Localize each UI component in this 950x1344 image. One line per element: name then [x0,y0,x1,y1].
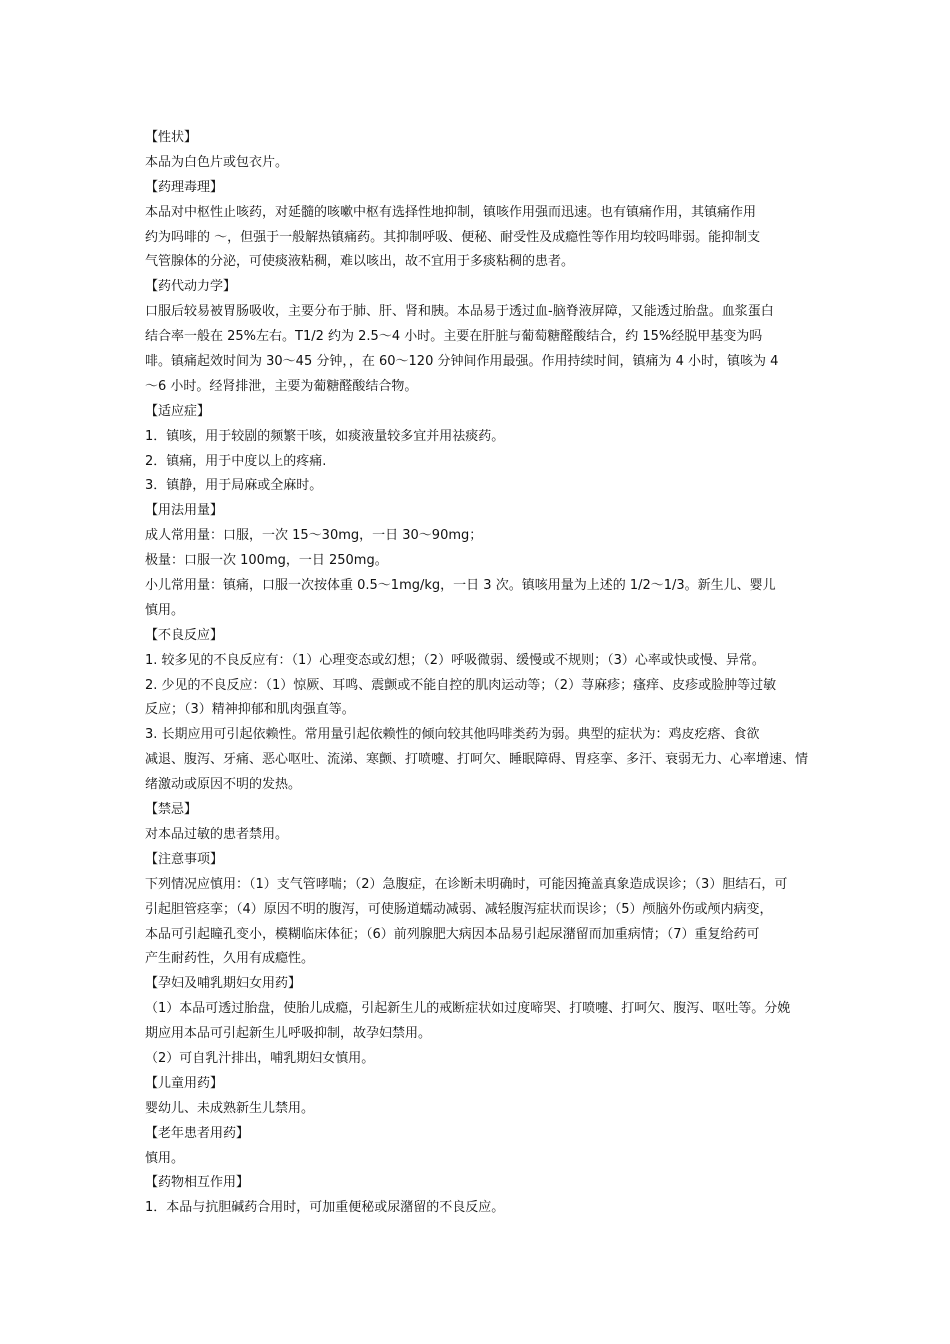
text-line: 本品为白色片或包衣片。 [145,154,289,170]
section-heading: 【药理毒理】 [145,179,224,195]
section-heading: 【用法用量】 [145,503,224,519]
text-line: 结合率一般在 25%左右。T1/2 约为 2.5～4 小时。主要在肝脏与葡萄糖醛酸结合，约 15%经脱甲基变为吗 [145,329,763,345]
section-heading: 【不良反应】 [145,627,224,643]
section-heading: 【老年患者用药】 [145,1125,250,1141]
text-line: 约为吗啡的 ～，但强于一般解热镇痛药。其抑制呼吸、便秘、耐受性及成瘾性等作用均较吗啡弱。能抑制支 [145,229,761,245]
text-line: 1．镇咳，用于较剧的频繁干咳，如痰液量较多宜并用祛痰药。 [145,428,505,444]
section-heading: 【禁忌】 [145,802,198,818]
section-heading: 【注意事项】 [145,851,224,867]
text-line: （1）本品可透过胎盘，使胎儿成瘾，引起新生儿的戒断症状如过度啼哭、打喷嚏、打呵欠、腹泻、呕吐等。分娩 [145,1001,791,1017]
text-line: （2）可自乳汁排出，哺乳期妇女慎用。 [145,1050,375,1066]
text-line: ～6 小时。经肾排泄，主要为葡糖醛酸结合物。 [145,378,418,394]
text-line: 绪激动或原因不明的发热。 [145,777,302,793]
section-heading: 【适应症】 [145,403,211,419]
text-line: 啡。镇痛起效时间为 30～45 分钟，，在 60～120 分钟间作用最强。作用持续时间，镇痛为 4 小时，镇咳为 4 [145,354,779,370]
text-line: 2．镇痛，用于中度以上的疼痛. [145,453,327,469]
text-line: 1. 较多见的不良反应有：（1）心理变态或幻想；（2）呼吸微弱、缓慢或不规则；（3）心率或快或慢、异常。 [145,652,765,668]
section-heading: 【药物相互作用】 [145,1175,250,1191]
text-line: 下列情况应慎用：（1）支气管哮喘；（2）急腹症，在诊断未明确时，可能因掩盖真象造成误诊；（3）胆结石，可 [145,876,788,892]
text-line: 反应；（3）精神抑郁和肌肉强直等。 [145,702,355,718]
text-line: 极量：口服一次 100mg，一日 250mg。 [145,553,388,569]
text-line: 本品可引起瞳孔变小，模糊临床体征；（6）前列腺肥大病因本品易引起尿潴留而加重病情；（7）重复给药可 [145,926,760,942]
text-line: 期应用本品可引起新生儿呼吸抑制，故孕妇禁用。 [145,1026,432,1042]
text-line: 婴幼儿、未成熟新生儿禁用。 [145,1100,315,1116]
text-line: 本品对中枢性止咳药，对延髓的咳嗽中枢有选择性地抑制，镇咳作用强而迅速。也有镇痛作用，其镇痛作用 [145,204,757,220]
text-line: 2. 少见的不良反应：（1）惊厥、耳鸣、震颤或不能自控的肌肉运动等；（2）荨麻疹；瘙痒、皮疹或脸肿等过敏 [145,677,777,693]
text-line: 1．本品与抗胆碱药合用时，可加重便秘或尿潴留的不良反应。 [145,1200,505,1216]
section-heading: 【儿童用药】 [145,1075,224,1091]
text-line: 小儿常用量：镇痛，口服一次按体重 0.5～1mg/kg，一日 3 次。镇咳用量为上述的 1/2～1/3。新生儿、婴儿 [145,578,776,594]
text-line: 3．镇静，用于局麻或全麻时。 [145,478,323,494]
text-line: 3. 长期应用可引起依赖性。常用量引起依赖性的倾向较其他吗啡类药为弱。典型的症状为：鸡皮疙瘩、食欲 [145,727,760,743]
text-line: 引起胆管痉挛；（4）原因不明的腹泻，可使肠道蠕动减弱、减轻腹泻症状而误诊；（5）颅脑外伤或颅内病变， [145,901,773,917]
text-line: 口服后较易被胃肠吸收，主要分布于肺、肝、肾和胰。本品易于透过血-脑脊液屏障，又能透过胎盘。血浆蛋白 [145,304,774,320]
text-line: 产生耐药性，久用有成瘾性。 [145,951,315,967]
text-line: 成人常用量：口服，一次 15～30mg，一日 30～90mg； [145,528,483,544]
section-heading: 【药代动力学】 [145,279,237,295]
drug-monograph-text [145,126,810,1221]
section-heading: 【性状】 [145,130,198,145]
text-line: 对本品过敏的患者禁用。 [145,826,289,842]
text-line: 减退、腹泻、牙痛、恶心呕吐、流涕、寒颤、打喷嚏、打呵欠、睡眠障碍、胃痉挛、多汗、衰弱无力、心率增速、情 [145,752,809,768]
section-heading: 【孕妇及哺乳期妇女用药】 [145,976,302,992]
text-line: 气管腺体的分泌，可使痰液粘稠，难以咳出，故不宜用于多痰粘稠的患者。 [145,254,575,270]
text-line: 慎用。 [145,602,185,618]
text-line: 慎用。 [145,1150,185,1166]
